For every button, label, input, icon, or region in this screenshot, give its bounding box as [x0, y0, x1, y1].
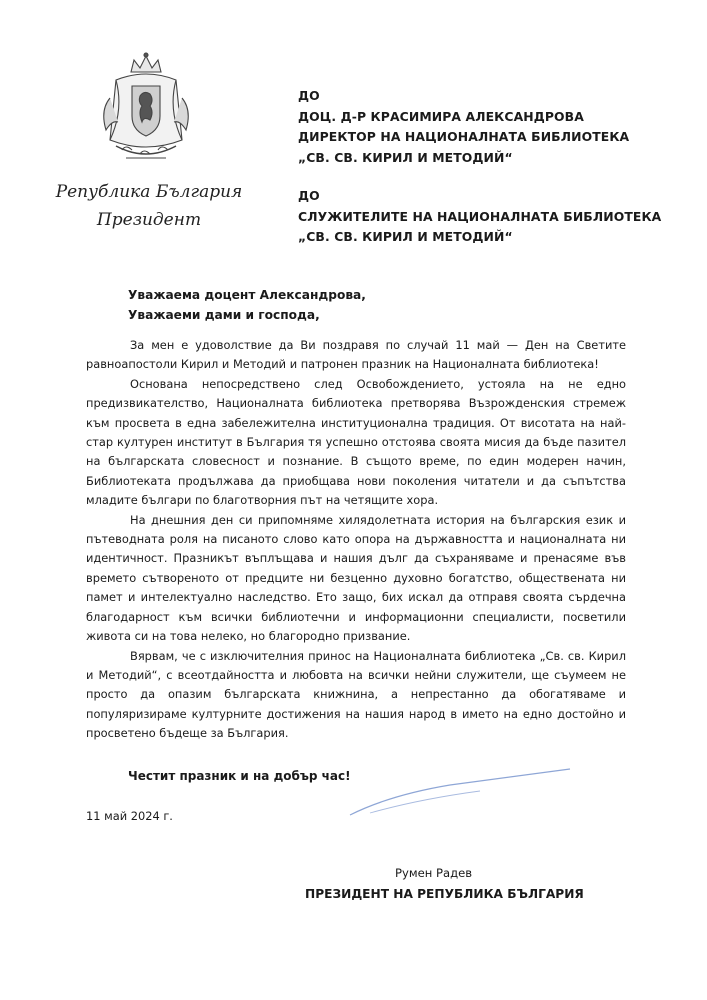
- recipient-line: ДОЦ. Д-Р КРАСИМИРА АЛЕКСАНДРОВА: [298, 108, 584, 124]
- recipient-to-label: ДО: [298, 88, 320, 103]
- recipient-line: СЛУЖИТЕЛИТЕ НА НАЦИОНАЛНАТА БИБЛИОТЕКА: [298, 208, 662, 224]
- salutation-block: [128, 285, 366, 325]
- body-paragraph: На днешния ден си припомняме хилядолетната история на българския език и пътеводната роля на писаното слово като опора на държавността и националната ни идентичност. Празникът въплъщава и нашия дълг да съхраняваме и пренасяме във времето сътвореното от предците ни безценно духовно богатство, обществената ни памет и интелектуално наследство. Ето защо, бих искал да отправя своята сърдечна благодарност към всички библиотечни и информационни специалисти, посветили живота си на това нелеко, но благородно призвание.: [86, 512, 626, 644]
- recipient-line: „СВ. СВ. КИРИЛ И МЕТОДИЙ“: [298, 149, 513, 165]
- coat-of-arms-emblem: [96, 50, 196, 170]
- closing-line: Честит празник и на добър час!: [128, 769, 351, 783]
- recipient-block-director: [298, 86, 629, 168]
- issuer-office: Президент: [96, 210, 202, 230]
- issuer-block: [44, 180, 254, 232]
- recipient-to-label: ДО: [298, 188, 320, 203]
- handwritten-signature: [330, 755, 580, 835]
- salutation-line: Уважаеми дами и господа,: [128, 308, 320, 322]
- issuer-country: Република България: [55, 182, 243, 202]
- letter-body: [86, 336, 626, 744]
- body-paragraph: Основана непосредствено след Освобождението, устояла на не едно предизвикателство, Националната библиотека претворява Възрожденския стремеж към просвета в една забележителна институционална традиция. От висотата на най-стар културен институт в България тя успешно отстоява своята мисия да бъде пазител на българската словесност и познание. В същото време, по един модерен начин, Библиотеката продължава да приобщава нови поколения читатели и да съпътства младите българи по благотворния път на четящите хора.: [86, 376, 626, 508]
- signatory-title: ПРЕЗИДЕНТ НА РЕПУБЛИКА БЪЛГАРИЯ: [305, 887, 584, 901]
- recipient-line: ДИРЕКТОР НА НАЦИОНАЛНАТА БИБЛИОТЕКА: [298, 129, 630, 144]
- recipient-line: „СВ. СВ. КИРИЛ И МЕТОДИЙ“: [298, 229, 513, 244]
- salutation-line: Уважаема доцент Александрова,: [128, 288, 366, 302]
- body-paragraph: За мен е удоволствие да Ви поздравя по случай 11 май — Ден на Светите равноапостоли Кирил и Методий и патронен празник на Националната библиотека!: [86, 338, 626, 372]
- recipient-block-staff: [298, 186, 661, 248]
- letter-date: 11 май 2024 г.: [86, 809, 173, 823]
- signatory-name: Румен Радев: [395, 866, 473, 880]
- body-paragraph: Вярвам, че с изключителния принос на Националната библиотека „Св. св. Кирил и Методий“, с всеотдайността и любовта на всички нейни служители, ще съумеем не просто да опазим българската книжнина, а непрестанно да обогатяваме и популяризираме културните достижения на нашия народ в името на едно достойно и просветено бъдеще за България.: [86, 648, 626, 741]
